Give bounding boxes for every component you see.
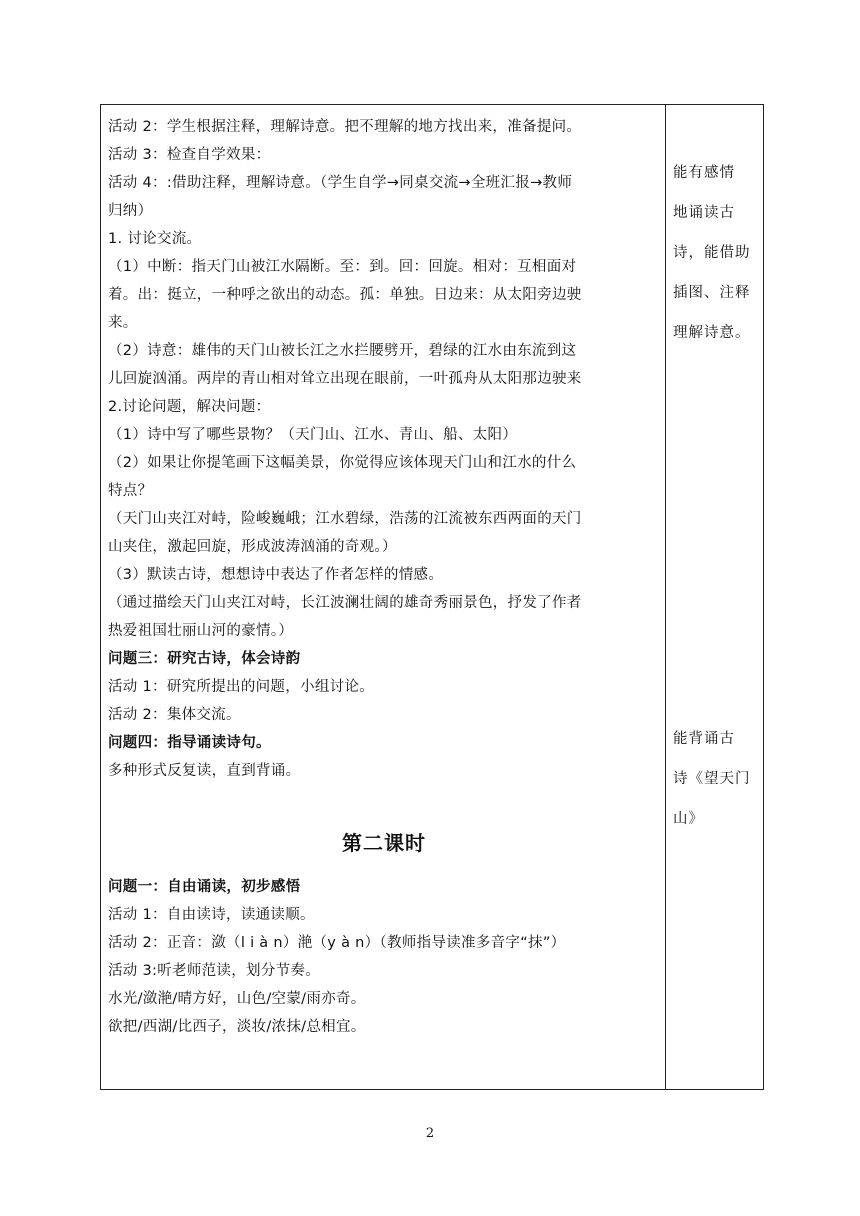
session-title: 第二课时 [342, 831, 426, 855]
goal-text-line: 山》 [673, 811, 704, 827]
content-line: 着。出：挺立，一种呼之欲出的动态。孤：单独。日边来：从太阳旁边驶 [108, 287, 582, 303]
content-line: 儿回旋汹涌。两岸的青山相对耸立出现在眼前，一叶孤舟从太阳那边驶来 [108, 371, 582, 387]
content-line: （通过描绘天门山夹江对峙，长江波澜壮阔的雄奇秀丽景色，抒发了作者 [108, 595, 582, 611]
goal-column-1 [673, 153, 761, 353]
lesson-table [100, 104, 764, 1090]
goal-text-line: 能有感情 [673, 165, 735, 181]
content-line: 活动 4：:借助注释，理解诗意。（学生自学→同桌交流→全班汇报→教师 [108, 175, 573, 191]
goal-text-line: 理解诗意。 [673, 325, 751, 341]
content-line: 活动 3：检查自学效果： [108, 147, 271, 163]
content-line: （2）如果让你提笔画下这幅美景，你觉得应该体现天门山和江水的什么 [108, 455, 577, 471]
content-line: 欲把/西湖/比西子，淡妆/浓抹/总相宜。 [108, 1019, 366, 1035]
content-line: 活动 1：自由读诗，读通读顺。 [108, 907, 315, 923]
content-line: 活动 2：学生根据注释，理解诗意。把不理解的地方找出来，准备提问。 [108, 119, 582, 135]
section-gap [108, 785, 660, 823]
content-line: 活动 1：研究所提出的问题，小组讨论。 [108, 679, 375, 695]
content-line: （2）诗意：雄伟的天门山被长江之水拦腰劈开，碧绿的江水由东流到这 [108, 343, 577, 359]
lesson-content [108, 113, 660, 1041]
content-line: 2.讨论问题，解决问题： [108, 399, 271, 415]
goal-text-line: 能背诵古 [673, 731, 735, 747]
content-line: 山夹住，激起回旋，形成波涛汹涌的奇观。） [108, 539, 397, 555]
content-line: （天门山夹江对峙，险峻巍峨；江水碧绿，浩荡的江流被东西两面的天门 [108, 511, 582, 527]
content-line: 1. 讨论交流。 [108, 231, 202, 247]
content-line: 归纳） [108, 203, 153, 219]
content-line: 水光/潋滟/晴方好，山色/空蒙/雨亦奇。 [108, 991, 366, 1007]
column-divider [665, 105, 666, 1089]
first-period-block [108, 113, 660, 785]
question-heading: 问题三：研究古诗，体会诗韵 [108, 651, 301, 667]
goal-text-line: 地诵读古 [673, 205, 735, 221]
content-line: 活动 2：集体交流。 [108, 707, 241, 723]
content-line: （1）中断：指天门山被江水隔断。至：到。回：回旋。相对：互相面对 [108, 259, 577, 275]
content-line: 来。 [108, 315, 138, 331]
content-line: 活动 3:听老师范读，划分节奏。 [108, 963, 321, 979]
goal-text-line: 插图、注释 [673, 285, 751, 301]
content-line: 热爱祖国壮丽山河的豪情。） [108, 623, 294, 639]
page-number: 2 [425, 1126, 435, 1141]
content-line: 特点？ [108, 483, 153, 499]
goal-text-line: 诗，能借助 [673, 245, 751, 261]
content-line: （3）默读古诗，想想诗中表达了作者怎样的情感。 [108, 567, 444, 583]
second-period-block [108, 873, 660, 1041]
goal-text-line: 诗《望天门 [673, 771, 751, 787]
question-heading: 问题四：指导诵读诗句。 [108, 735, 271, 751]
question-heading: 问题一：自由诵读，初步感悟 [108, 879, 301, 895]
goal-column-2 [673, 719, 761, 839]
content-line: 多种形式反复读，直到背诵。 [108, 763, 301, 779]
content-line: 活动 2：正音：潋（l i à n）滟（y à n）（教师指导读准多音字“抹”） [108, 935, 566, 951]
content-line: （1）诗中写了哪些景物？（天门山、江水、青山、船、太阳） [108, 427, 518, 443]
